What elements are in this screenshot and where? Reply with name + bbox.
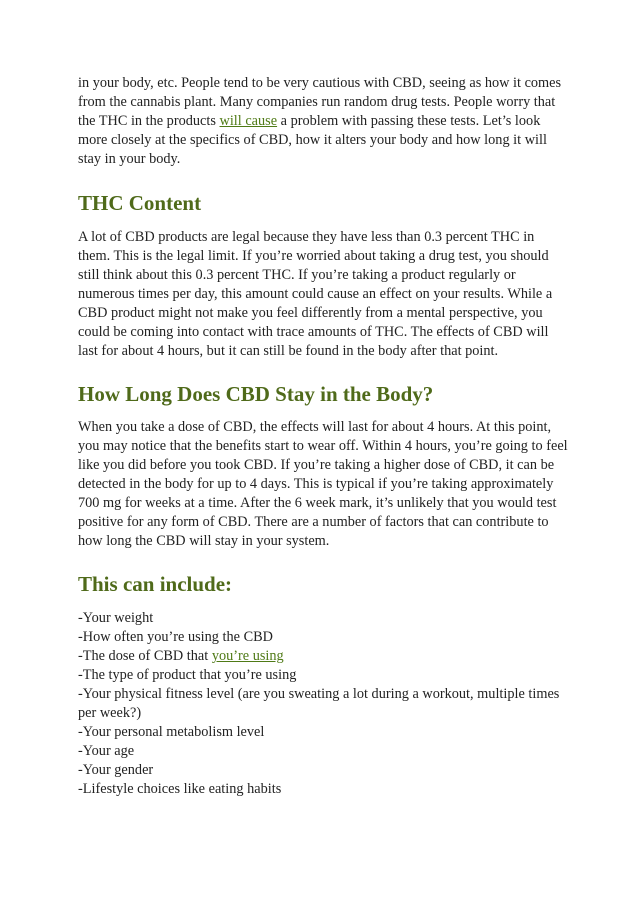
list-item: -Your age: [78, 743, 135, 759]
list-item: [78, 647, 568, 666]
list-item: -Your weight: [78, 610, 154, 626]
dose-item-text: -The dose of CBD that: [78, 648, 212, 664]
thc-content-paragraph: A lot of CBD products are legal because they have less than 0.3 percent THC in them. This is the legal limit. If you’re worried about taking a drug test, you should still think about this 0.3 percent THC. If you’re taking a product regularly or numerous times per day, this amount could cause an effect on your results. While a CBD product might not make you feel differently from a mental perspective, you could be coming into contact with trace amounts of THC. The effects of CBD will last for about 4 hours, but it can still be found in the body after that point.: [78, 229, 553, 359]
list-item: -Your personal metabolism level: [78, 724, 265, 740]
thc-content-heading: THC Content: [78, 191, 202, 215]
youre-using-link[interactable]: you’re using: [211, 648, 284, 664]
intro-paragraph: [78, 74, 568, 169]
list-item: -How often you’re using the CBD: [78, 629, 273, 645]
document-page: [78, 74, 568, 799]
list-item: -Your physical fitness level (are you sweating a lot during a workout, multiple times per week?): [78, 686, 560, 721]
intro-text-before: in your body, etc. People tend to be very cautious with CBD, seeing as how it comes from the cannabis plant. Many companies run random drug tests. People worry that the THC in the products: [78, 75, 562, 129]
list-item: -Lifestyle choices like eating habits: [78, 781, 282, 797]
this-can-include-heading: This can include:: [78, 572, 233, 596]
how-long-heading: How Long Does CBD Stay in the Body?: [78, 382, 434, 406]
list-item: -The type of product that you’re using: [78, 667, 297, 683]
list-item: -Your gender: [78, 762, 154, 778]
how-long-paragraph: When you take a dose of CBD, the effects will last for about 4 hours. At this point, you may notice that the benefits start to wear off. Within 4 hours, you’re going to feel like you did before you took CBD. If you’re taking a higher dose of CBD, it can be detected in the body for up to 4 days. This is typical if you’re taking approximately 700 mg for weeks at a time. After the 6 week mark, it’s unlikely that you would test positive for any form of CBD. There are a number of factors that can contribute to how long the CBD will stay in your system.: [78, 419, 568, 549]
factors-list: [78, 609, 568, 799]
will-cause-link[interactable]: will cause: [219, 113, 278, 129]
intro-text-after: a problem with passing these tests. Let’s look more closely at the specifics of CBD, how it alters your body and how long it will stay in your body.: [78, 113, 547, 167]
